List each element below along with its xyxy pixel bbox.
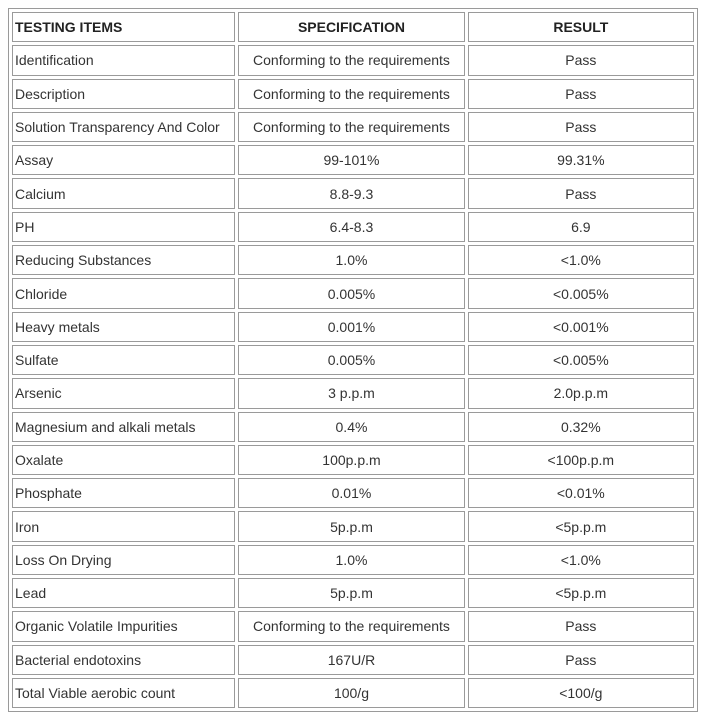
cell-testing-item: Solution Transparency And Color xyxy=(12,112,235,142)
table-row xyxy=(12,511,694,541)
header-row xyxy=(12,12,694,42)
table-row xyxy=(12,412,694,442)
cell-specification: 100p.p.m xyxy=(238,445,464,475)
cell-specification: Conforming to the requirements xyxy=(238,611,464,641)
table-row xyxy=(12,611,694,641)
table-row xyxy=(12,145,694,175)
cell-result: 99.31% xyxy=(468,145,694,175)
specification-table xyxy=(8,8,698,712)
cell-testing-item: PH xyxy=(12,212,235,242)
cell-testing-item: Heavy metals xyxy=(12,312,235,342)
header-specification: SPECIFICATION xyxy=(238,12,464,42)
cell-specification: 0.4% xyxy=(238,412,464,442)
cell-testing-item: Loss On Drying xyxy=(12,545,235,575)
cell-result: <5p.p.m xyxy=(468,578,694,608)
cell-testing-item: Chloride xyxy=(12,278,235,308)
cell-testing-item: Description xyxy=(12,79,235,109)
table-row xyxy=(12,645,694,675)
cell-testing-item: Total Viable aerobic count xyxy=(12,678,235,708)
table-body xyxy=(12,45,694,708)
cell-testing-item: Organic Volatile Impurities xyxy=(12,611,235,641)
cell-result: <100/g xyxy=(468,678,694,708)
cell-specification: Conforming to the requirements xyxy=(238,45,464,75)
cell-testing-item: Reducing Substances xyxy=(12,245,235,275)
cell-testing-item: Calcium xyxy=(12,178,235,208)
cell-specification: 0.005% xyxy=(238,278,464,308)
table-row xyxy=(12,245,694,275)
cell-result: 0.32% xyxy=(468,412,694,442)
table-header xyxy=(12,12,694,42)
header-testing-items: TESTING ITEMS xyxy=(12,12,235,42)
table-row xyxy=(12,112,694,142)
table-row xyxy=(12,578,694,608)
cell-specification: 1.0% xyxy=(238,545,464,575)
cell-specification: 1.0% xyxy=(238,245,464,275)
cell-specification: 167U/R xyxy=(238,645,464,675)
cell-specification: 3 p.p.m xyxy=(238,378,464,408)
cell-testing-item: Lead xyxy=(12,578,235,608)
cell-testing-item: Phosphate xyxy=(12,478,235,508)
cell-testing-item: Sulfate xyxy=(12,345,235,375)
cell-result: <0.001% xyxy=(468,312,694,342)
table-row xyxy=(12,345,694,375)
cell-result: Pass xyxy=(468,645,694,675)
table-row xyxy=(12,478,694,508)
cell-specification: Conforming to the requirements xyxy=(238,79,464,109)
cell-result: <0.01% xyxy=(468,478,694,508)
cell-specification: 5p.p.m xyxy=(238,511,464,541)
table-row xyxy=(12,45,694,75)
cell-specification: 100/g xyxy=(238,678,464,708)
header-result: RESULT xyxy=(468,12,694,42)
cell-result: <0.005% xyxy=(468,278,694,308)
cell-testing-item: Iron xyxy=(12,511,235,541)
cell-result: Pass xyxy=(468,178,694,208)
cell-result: Pass xyxy=(468,79,694,109)
cell-result: <100p.p.m xyxy=(468,445,694,475)
cell-result: 2.0p.p.m xyxy=(468,378,694,408)
cell-specification: 8.8-9.3 xyxy=(238,178,464,208)
table-row xyxy=(12,178,694,208)
cell-specification: 6.4-8.3 xyxy=(238,212,464,242)
cell-result: <1.0% xyxy=(468,545,694,575)
cell-specification: 0.005% xyxy=(238,345,464,375)
table-row xyxy=(12,678,694,708)
cell-testing-item: Arsenic xyxy=(12,378,235,408)
cell-result: Pass xyxy=(468,112,694,142)
cell-specification: Conforming to the requirements xyxy=(238,112,464,142)
cell-specification: 99-101% xyxy=(238,145,464,175)
table-row xyxy=(12,278,694,308)
table-row xyxy=(12,545,694,575)
cell-result: <0.005% xyxy=(468,345,694,375)
cell-testing-item: Bacterial endotoxins xyxy=(12,645,235,675)
cell-specification: 5p.p.m xyxy=(238,578,464,608)
cell-specification: 0.001% xyxy=(238,312,464,342)
cell-testing-item: Magnesium and alkali metals xyxy=(12,412,235,442)
cell-result: <1.0% xyxy=(468,245,694,275)
spec-table-container xyxy=(8,8,698,712)
table-row xyxy=(12,378,694,408)
table-row xyxy=(12,79,694,109)
cell-testing-item: Identification xyxy=(12,45,235,75)
cell-result: Pass xyxy=(468,45,694,75)
cell-specification: 0.01% xyxy=(238,478,464,508)
cell-result: <5p.p.m xyxy=(468,511,694,541)
table-row xyxy=(12,212,694,242)
cell-testing-item: Assay xyxy=(12,145,235,175)
cell-testing-item: Oxalate xyxy=(12,445,235,475)
cell-result: Pass xyxy=(468,611,694,641)
table-row xyxy=(12,445,694,475)
table-row xyxy=(12,312,694,342)
cell-result: 6.9 xyxy=(468,212,694,242)
